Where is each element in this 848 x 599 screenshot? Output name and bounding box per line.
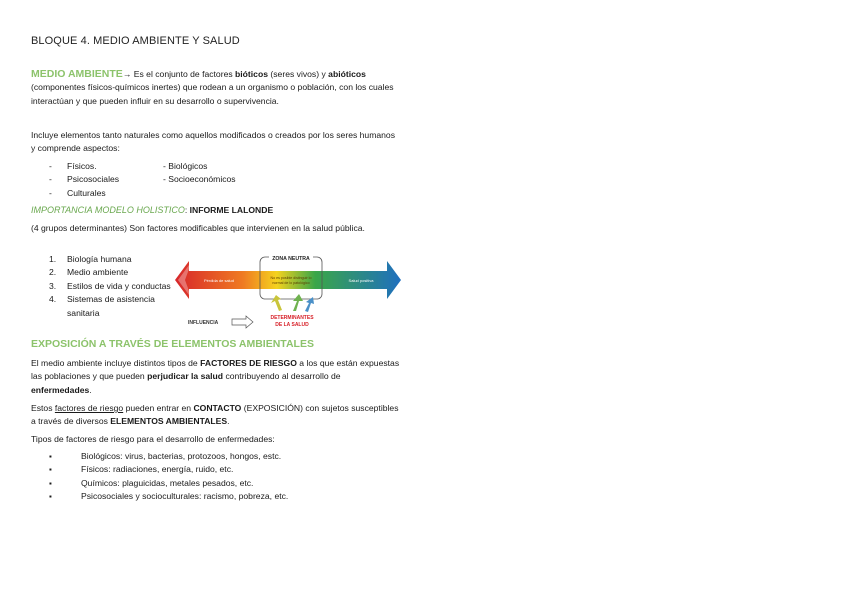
factores-paragraph bbox=[31, 357, 401, 397]
item-number: 3. bbox=[49, 280, 57, 291]
text: Es el conjunto de factores bbox=[131, 69, 236, 79]
text: . bbox=[227, 416, 230, 427]
list-item bbox=[31, 187, 401, 200]
exposicion-heading bbox=[31, 338, 401, 351]
list-item: ▪ Biológicos: virus, bacterias, protozoos, hongos, estc. bbox=[31, 450, 401, 463]
informe-lalonde: INFORME LALONDE bbox=[189, 205, 274, 215]
medio-ambiente-paragraph bbox=[31, 68, 401, 108]
bold-term: abióticos bbox=[328, 69, 366, 79]
zona-sub-1: No es posible distinguir lo bbox=[270, 276, 312, 280]
underlined-term: factores de riesgo bbox=[54, 403, 124, 413]
list-item: ▪ Físicos: radiaciones, energía, ruido, etc. bbox=[31, 463, 401, 476]
text: (EXPOSICIÓN) con sujetos susceptibles a través de diversos bbox=[31, 403, 399, 427]
item-text: Estilos de vida y conductas bbox=[67, 280, 171, 291]
separator: : bbox=[184, 205, 190, 215]
aspectos-list bbox=[31, 160, 401, 200]
health-continuum-figure bbox=[175, 253, 401, 333]
text: (seres vivos) y bbox=[268, 69, 329, 79]
bold-term: perjudicar la salud bbox=[147, 371, 224, 382]
arrow-glyph: → bbox=[122, 69, 132, 79]
text: El medio ambiente incluye distintos tipos de bbox=[31, 358, 201, 368]
importancia-heading bbox=[31, 204, 401, 217]
exposicion-title: EXPOSICIÓN A TRAVÉS DE ELEMENTOS AMBIENTALES bbox=[31, 338, 314, 350]
aspecto-label: - Socioeconómicos bbox=[163, 174, 236, 185]
bold-term: FACTORES DE RIESGO bbox=[200, 358, 297, 368]
item-text: Biología humana bbox=[67, 254, 132, 264]
contacto-paragraph bbox=[31, 402, 401, 429]
list-item bbox=[31, 253, 171, 266]
positiva-label: Salud positiva bbox=[348, 278, 374, 283]
item-number: 2. bbox=[49, 267, 57, 278]
item-text: Medio ambiente bbox=[67, 267, 129, 278]
bold-term: ELEMENTOS AMBIENTALES bbox=[110, 416, 228, 427]
aspecto-label: Culturales bbox=[67, 187, 106, 198]
text: Estos bbox=[31, 403, 55, 413]
item-number: 4. bbox=[49, 294, 57, 305]
determinantes-label-1: DETERMINANTES bbox=[270, 315, 314, 321]
item-number: 1. bbox=[49, 254, 57, 264]
list-item bbox=[31, 266, 171, 279]
up-arrow-yellow bbox=[271, 295, 282, 311]
aspecto-label: Psicosociales bbox=[67, 174, 120, 185]
list-item bbox=[31, 173, 401, 186]
text: contribuyendo al desarrollo de bbox=[223, 371, 341, 382]
influencia-label: INFLUENCIA bbox=[188, 320, 219, 326]
list-item: ▪ Psicosociales y socioculturales: racismo, pobreza, etc. bbox=[31, 490, 401, 503]
list-item: ▪ Químicos: plaguicidas, metales pesados, etc. bbox=[31, 477, 401, 490]
text: a los que están expuestas las poblaciones y que pueden bbox=[31, 358, 400, 382]
list-item bbox=[31, 280, 171, 293]
list-item bbox=[31, 160, 401, 173]
bold-term: CONTACTO bbox=[193, 403, 242, 413]
influencia-arrow bbox=[232, 316, 253, 328]
aspecto-label: - Biológicos bbox=[163, 161, 208, 171]
text: (componentes físicos-químicos inertes) que rodean a un organismo o población, con los cuales interactúan y que pueden influir en su desarrollo o supervivencia. bbox=[31, 82, 394, 106]
list-item bbox=[31, 293, 171, 320]
text: pueden entrar en bbox=[123, 403, 194, 413]
medio-ambiente-heading: MEDIO AMBIENTE bbox=[31, 68, 123, 80]
grupos-paragraph: (4 grupos determinantes) Son factores modificables que intervienen en la salud pública. bbox=[31, 223, 365, 233]
determinantes-label-2: DE LA SALUD bbox=[275, 322, 309, 328]
text: . bbox=[89, 384, 92, 395]
page-title: BLOQUE 4. MEDIO AMBIENTE Y SALUD bbox=[31, 35, 240, 47]
zona-neutra-label: ZONA NEUTRA bbox=[272, 256, 310, 262]
aspecto-label: Físicos. bbox=[67, 161, 97, 171]
determinantes-list bbox=[31, 253, 171, 320]
tipos-list bbox=[31, 450, 401, 504]
incluye-paragraph: Incluye elementos tanto naturales como aquellos modificados o creados por los seres humanos y comprende aspectos: bbox=[31, 130, 396, 154]
perdida-label: Pérdida de salud bbox=[203, 278, 235, 283]
importancia-italic: IMPORTANCIA MODELO HOLISTICO bbox=[31, 205, 185, 215]
bold-term: enfermedades bbox=[31, 384, 90, 395]
item-text: Sistemas de asistencia sanitaria bbox=[67, 294, 155, 318]
zona-sub-2: normal de lo patológico bbox=[272, 281, 310, 285]
bold-term: bióticos bbox=[235, 69, 268, 79]
tipos-paragraph: Tipos de factores de riesgo para el desarrollo de enfermedades: bbox=[31, 434, 275, 444]
up-arrow-green bbox=[293, 294, 303, 311]
